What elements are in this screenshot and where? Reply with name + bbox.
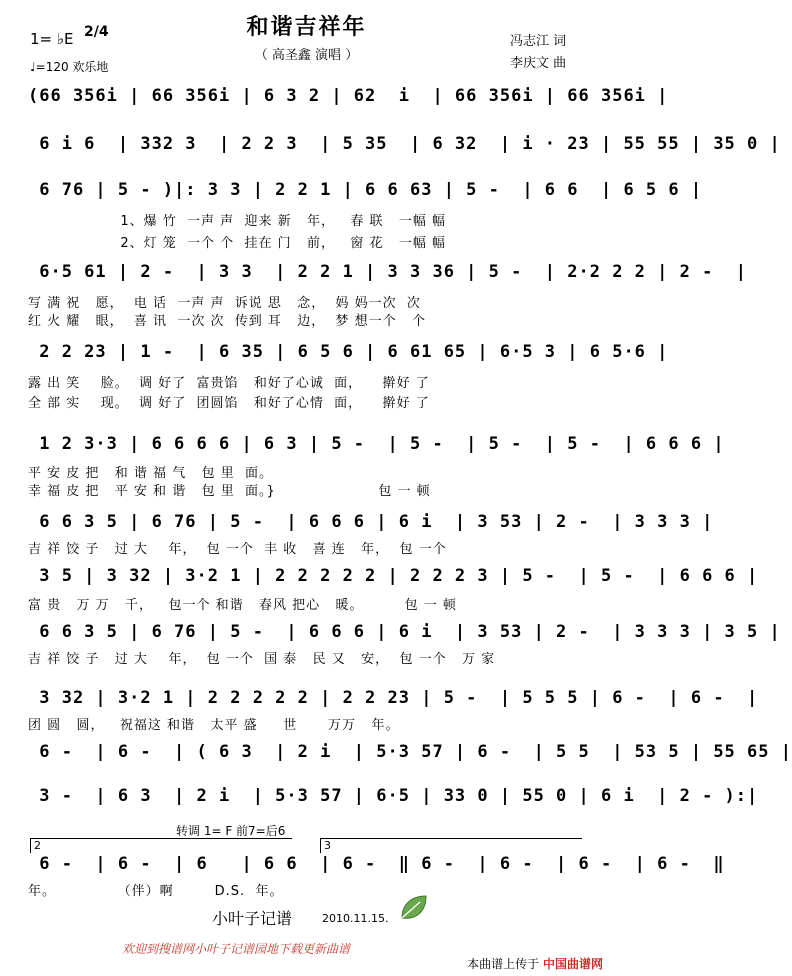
lyric-verse-1: 露 出 笑 脸。 调 好了 富贵馅 和好了心诚 面， 擀好 了 xyxy=(28,376,430,391)
lyric-verse-2: 2、灯 笼 一个 个 挂在 门 前， 窗 花 一幅 幅 xyxy=(28,236,447,251)
score-row xyxy=(28,688,759,733)
score-row xyxy=(28,134,781,160)
lyric-verse-1: 写 满 祝 愿， 电 话 一声 声 诉说 思 念， 妈 妈一次 次 xyxy=(28,296,421,311)
notation-line: 1 2 3·3 | 6 6 6 6 | 6 3 | 5 - | 5 - | 5 - | 5 - | 6 6 6 | xyxy=(28,434,725,454)
transcriber-signature: 小叶子记谱 xyxy=(212,909,293,928)
lyric-line: 团 圆 圆， 祝福这 和谐 太平 盛 世 万万 年。 xyxy=(28,718,400,733)
composer-credit: 李庆文 曲 xyxy=(510,56,567,71)
score-row xyxy=(28,786,759,812)
singer-credit: （ 高圣鑫 演唱 ） xyxy=(254,48,359,63)
transcription-date: 2010.11.15. xyxy=(322,912,389,925)
notation-line: 6·5 61 | 2 - | 3 3 | 2 2 1 | 3 3 36 | 5 - | 2·2 2 2 | 2 - | xyxy=(28,262,748,282)
song-title: 和谐吉祥年 xyxy=(246,15,367,40)
lyric-verse-1: 平 安 皮 把 和 谐 福 气 包 里 面。 xyxy=(28,466,273,481)
notation-line: 2 2 23 | 1 - | 6 35 | 6 5 6 | 6 61 65 | 6·5 3 | 6 5·6 | xyxy=(28,342,669,362)
lyric-line: 吉 祥 饺 子 过 大 年， 包 一个 丰 收 喜 连 年， 包 一个 xyxy=(28,542,447,557)
volta-bracket-2: 2 xyxy=(30,838,292,853)
modulation-note: 转调 1= F 前7=后6 xyxy=(176,824,286,838)
notation-line: 6 6 3 5 | 6 76 | 5 - | 6 6 6 | 6 i | 3 53 | 2 - | 3 3 3 | 3 5 | xyxy=(28,622,781,642)
lyric-line: 吉 祥 饺 子 过 大 年， 包 一个 国 泰 民 又 安， 包 一个 万 家 xyxy=(28,652,496,667)
site-logo: 中国曲谱网 xyxy=(542,957,603,971)
notation-line: 3 32 | 3·2 1 | 2 2 2 2 2 | 2 2 23 | 5 - | 5 5 5 | 6 - | 6 - | xyxy=(28,688,759,708)
footer-source xyxy=(467,955,603,972)
lyric-verse-2: 幸 福 皮 把 平 安 和 谐 包 里 面。} 包 一 顿 xyxy=(28,484,431,499)
score-row xyxy=(28,180,703,251)
score-row xyxy=(28,742,792,768)
score-row xyxy=(28,566,759,613)
score-row xyxy=(28,622,781,667)
score-row xyxy=(28,512,714,557)
notation-line: 3 5 | 3 32 | 3·2 1 | 2 2 2 2 2 | 2 2 2 3 | 5 - | 5 - | 6 6 6 | xyxy=(28,566,759,586)
notation-line: (66 356i | 66 356i | 6 3 2 | 62 i | 66 356i | 66 356i | xyxy=(28,86,669,106)
time-signature: 2/4 xyxy=(84,24,109,40)
footer-source-label: 本曲谱上传于 xyxy=(467,957,540,971)
score-row xyxy=(28,86,669,112)
lyric-line: 年。 （伴）啊 D.S. 年。 xyxy=(28,884,284,899)
tempo-marking: ♩=120 欢乐地 xyxy=(30,60,109,74)
footer-message: 欢迎到搜谱网小叶子记谱园地下载更新曲谱 xyxy=(122,942,351,956)
notation-line: 6 76 | 5 - )|: 3 3 | 2 2 1 | 6 6 63 | 5 - | 6 6 | 6 5 6 | xyxy=(28,180,703,200)
lyric-line: 富 贵 万 万 千， 包一个 和谐 春风 把心 暖。 包 一 顿 xyxy=(28,598,457,613)
score-row xyxy=(28,342,669,411)
notation-line: 6 6 3 5 | 6 76 | 5 - | 6 6 6 | 6 i | 3 53 | 2 - | 3 3 3 | xyxy=(28,512,714,532)
notation-line: 6 i 6 | 332 3 | 2 2 3 | 5 35 | 6 32 | i · 23 | 55 55 | 35 0 | xyxy=(28,134,781,154)
leaf-icon xyxy=(398,894,428,922)
key-signature: 1= ♭E xyxy=(30,30,74,48)
notation-line: 6 - | 6 - | ( 6 3 | 2 i | 5·3 57 | 6 - | 5 5 | 53 5 | 55 65 | xyxy=(28,742,792,762)
score-row xyxy=(28,262,748,329)
score-row xyxy=(28,854,725,899)
notation-line: 6 - | 6 - | 6 | 6 6 | 6 - ‖ 6 - | 6 - | 6 - | 6 - ‖ xyxy=(28,854,725,874)
volta-bracket-3: 3 xyxy=(320,838,582,853)
lyricist-credit: 冯志江 词 xyxy=(510,34,567,49)
lyric-verse-2: 红 火 耀 眼， 喜 讯 一次 次 传到 耳 边， 梦 想一个 个 xyxy=(28,314,427,329)
score-row xyxy=(28,434,725,499)
lyric-verse-1: 1、爆 竹 一声 声 迎来 新 年， 春 联 一幅 幅 xyxy=(28,214,447,229)
lyric-verse-2: 全 部 实 现。 调 好了 团圆馅 和好了心情 面， 擀好 了 xyxy=(28,396,430,411)
notation-line: 3 - | 6 3 | 2 i | 5·3 57 | 6·5 | 33 0 | 55 0 | 6 i | 2 - ):| xyxy=(28,786,759,806)
